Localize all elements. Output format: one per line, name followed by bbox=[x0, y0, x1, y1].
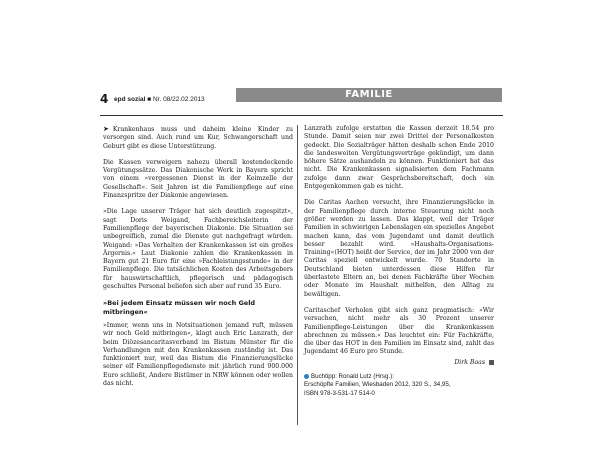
page-number: 4 bbox=[100, 92, 109, 106]
square-end-icon bbox=[489, 360, 494, 365]
booktip-isbn: ISBN 978-3-531-17 514-0 bbox=[304, 389, 375, 397]
author-name: Dirk Baas bbox=[454, 358, 486, 366]
column-divider bbox=[297, 125, 298, 425]
booktip-label: Buchtipp: Ronald Lutz (Hrsg.): bbox=[311, 373, 394, 381]
subheading: »Bei jedem Einsatz müssen wir noch Geld mitbringen« bbox=[103, 299, 256, 316]
page-header bbox=[0, 88, 594, 114]
paragraph: »Die Lage unserer Träger hat sich deutlich zugespitzt«, sagt Doris Weigand, Fachbereichsleiterin der Familienpflege der bayerischen Diakonie. Die Situation sei unbegreiflich, zumal die Dienste gut nachgefragt würden. Weigand: »Das Verhalten der Krankenkassen ist ein großes Ärgernis.« Laut Diakonie zahlen die Krankenkassen in Bayern gut 21 Euro für eine »Fachleistungsstunde« in der Familienpflege. Die tatsächlichen Kosten des Arbeitsgebers für hauswirtschaftlich, pflegerisch und pädagogisch geschultes Personal beliefen sich aber auf rund 35 Euro. bbox=[103, 208, 293, 291]
paragraph: Lanzrath zufolge erstatten die Kassen derzeit 18.54 pro Stunde. Damit seien nur zwei Drittel der Personalkosten gedeckt. Die Sozialträger hätten deshalb schon Ende 2010 die landesweiten Vergütungsverträge gekündigt, um dann höhere Sätze aushandeln zu können. Funktioniert hat das nicht. Die Krankenkassen signalisierten dem Fachmann zufolge dann zwar Gesprächsbereitschaft, doch ein Entgegenkommen gab es nicht. bbox=[304, 125, 494, 191]
section-tab: FAMILIE bbox=[236, 88, 502, 102]
publication-line: epd sozial ■ Nr. 08/22.02.2013 bbox=[114, 96, 205, 103]
header-rule bbox=[100, 115, 503, 116]
author-line bbox=[304, 359, 494, 367]
booktip bbox=[304, 373, 494, 398]
publication-name: epd sozial bbox=[114, 96, 146, 103]
paragraph-text: Krankenhaus muss und daheim kleine Kinder zu versorgen sind. Auch rund um Kur, Schwangerschaft und Geburt gibt es diese Unterstützung. bbox=[103, 126, 293, 150]
paragraph: Die Caritas Aachen versucht, ihre Finanzierungslücke in der Familienpflege durch interne Steuerung nicht noch größer werden zu lassen. Das klappt, weil der Träger Familien in schwierigen Lebenslagen ein spezielles Angebot machen kann, das vom Jugendamt und damit deutlich besser bezahlt wird. »Haushalts-Organisations-Training«(HOT) heißt der Service, der im Jahr 2000 von der Caritas speziell entwickelt wurde. 70 Standorte in Deutschland bieten unterdessen diese Hilfen für überlastete Eltern an, bei denen Fachkräfte über Wochen oder Monate im Haushalt mithelfen, den Alltag zu bewältigen. bbox=[304, 199, 494, 298]
paragraph bbox=[103, 125, 293, 151]
blue-dot-icon bbox=[304, 374, 309, 379]
left-column bbox=[103, 125, 293, 396]
arrow-right-icon: ➤ bbox=[103, 125, 109, 133]
paragraph: Caritaschef Verholen gibt sich ganz pragmatisch: »Wir versuchen, nicht mehr als 30 Prozent unserer Familienpflege-Leistungen über die Krankenkassen abrechnen zu müssen.« Das leuchtet ein: Für Fachkräfte, die über das HOT in den Familien im Einsatz sind, zahlt das Jugendamt 46 Euro pro Stunde. bbox=[304, 306, 494, 356]
paragraph: »Immer, wenn uns in Notsituationen jemand ruft, müssen wir noch Geld mitbringen«, klagt auch Eric Lanzrath, der beim Diözesancaritasverband im Bistum Münster für die Verhandlungen mit den Krankenkassen zuständig ist. Das funktioniert nur, weil das Bistum die Finanzierungslücke seiner elf Familienpflegedienste mit jährlich rund 900.000 Euro schließt, Andere Bistümer in NRW können oder wollen das nicht. bbox=[103, 321, 293, 388]
right-column bbox=[304, 125, 494, 398]
booktip-title bbox=[304, 373, 494, 381]
paragraph: Die Kassen verweigern nahezu überall kostendeckende Vergütungssätze. Das Diakonische Werk in Bayern spricht von einem »vergessenen Dienst in der Keimzelle der Gesellschaft«. Seit Jahren ist die Familienpflege auf eine Finanzspritze der Diakonie angewiesen. bbox=[103, 158, 293, 200]
issue-info: Nr. 08/22.02.2013 bbox=[152, 96, 205, 103]
booktip-details: Erschöpfte Familien, Wiesbaden 2012, 320 S., 34,95, bbox=[304, 381, 451, 389]
